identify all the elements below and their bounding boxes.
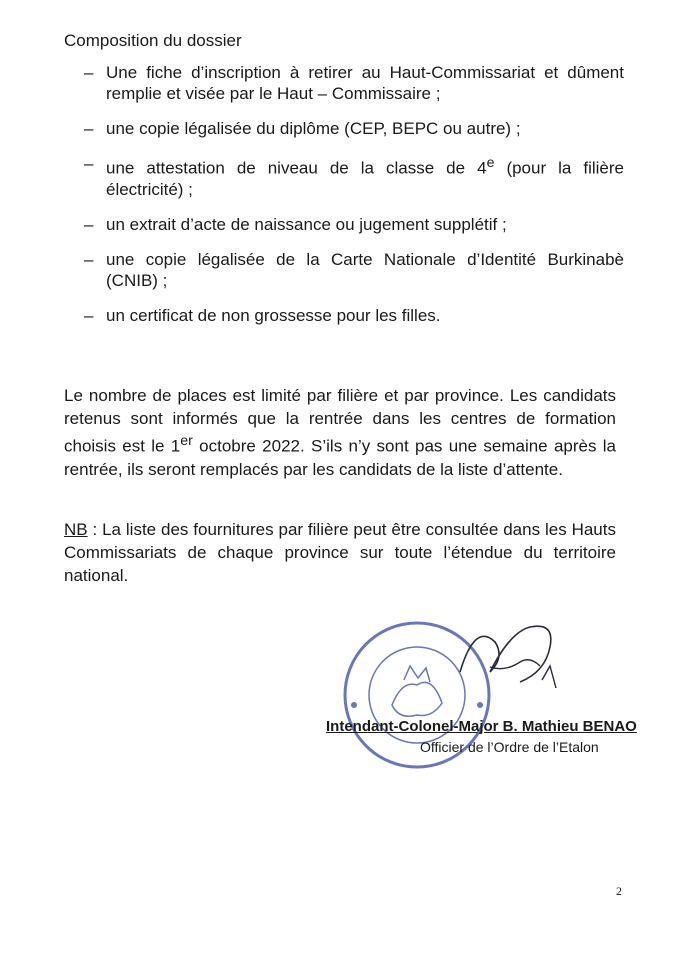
dash-bullet: – <box>84 305 94 325</box>
list-item-text: une copie légalisée de la Carte Nationale d’Identité Burkinabè (CNIB) ; <box>106 249 624 290</box>
superscript: er <box>180 433 193 449</box>
dash-bullet: – <box>84 119 94 138</box>
list-item <box>84 153 624 200</box>
paragraph-text: Le nombre de places est limité par filière et par province. Les candidats retenus sont informés que la rentrée dans les centres de formation choisis est le 1 <box>64 386 616 456</box>
page-number: 2 <box>616 884 622 898</box>
list-item <box>84 118 624 139</box>
nb-label: NB <box>64 520 88 539</box>
list-item-text: un certificat de non grossesse pour les filles. <box>106 305 441 325</box>
dash-bullet: – <box>84 154 94 173</box>
paragraph-text-cont: octobre 2022. S’ils n’y sont pas une semaine après la rentrée, ils seront remplacés par les candidats de la liste d’attente. <box>64 436 617 479</box>
list-item-text: un extrait d’acte de naissance ou jugement supplétif ; <box>106 214 507 234</box>
list-item-text-cont: (pour la filière électricité) ; <box>106 158 624 199</box>
list-item-text: Une fiche d’inscription à retirer au Haut-Commissariat et dûment remplie et visée par le Haut – Commissaire ; <box>106 63 624 103</box>
list-item <box>84 62 624 104</box>
list-item-text: une copie légalisée du diplôme (CEP, BEPC ou autre) ; <box>106 119 521 138</box>
list-item <box>84 305 624 326</box>
list-item <box>84 214 624 235</box>
dash-bullet: – <box>84 214 94 234</box>
paragraph-nb <box>64 518 616 587</box>
list-item <box>84 249 624 291</box>
superscript: e <box>486 155 495 171</box>
signature-mark-icon <box>450 612 570 702</box>
nb-text: : La liste des fournitures par filière peut être consultée dans les Hauts Commissariats de chaque province sur toute l’étendue du territoire national. <box>64 520 616 585</box>
signatory-name: Intendant-Colonel-Major B. Mathieu BENAO <box>326 718 637 735</box>
list-item-text: une attestation de niveau de la classe de 4 <box>106 158 487 178</box>
dash-bullet: – <box>84 249 94 269</box>
paragraph-places <box>64 384 616 481</box>
requirements-list <box>84 62 624 340</box>
section-title: Composition du dossier <box>64 31 242 50</box>
signatory-title: Officier de l’Ordre de l’Etalon <box>420 739 599 755</box>
dash-bullet: – <box>84 63 94 82</box>
